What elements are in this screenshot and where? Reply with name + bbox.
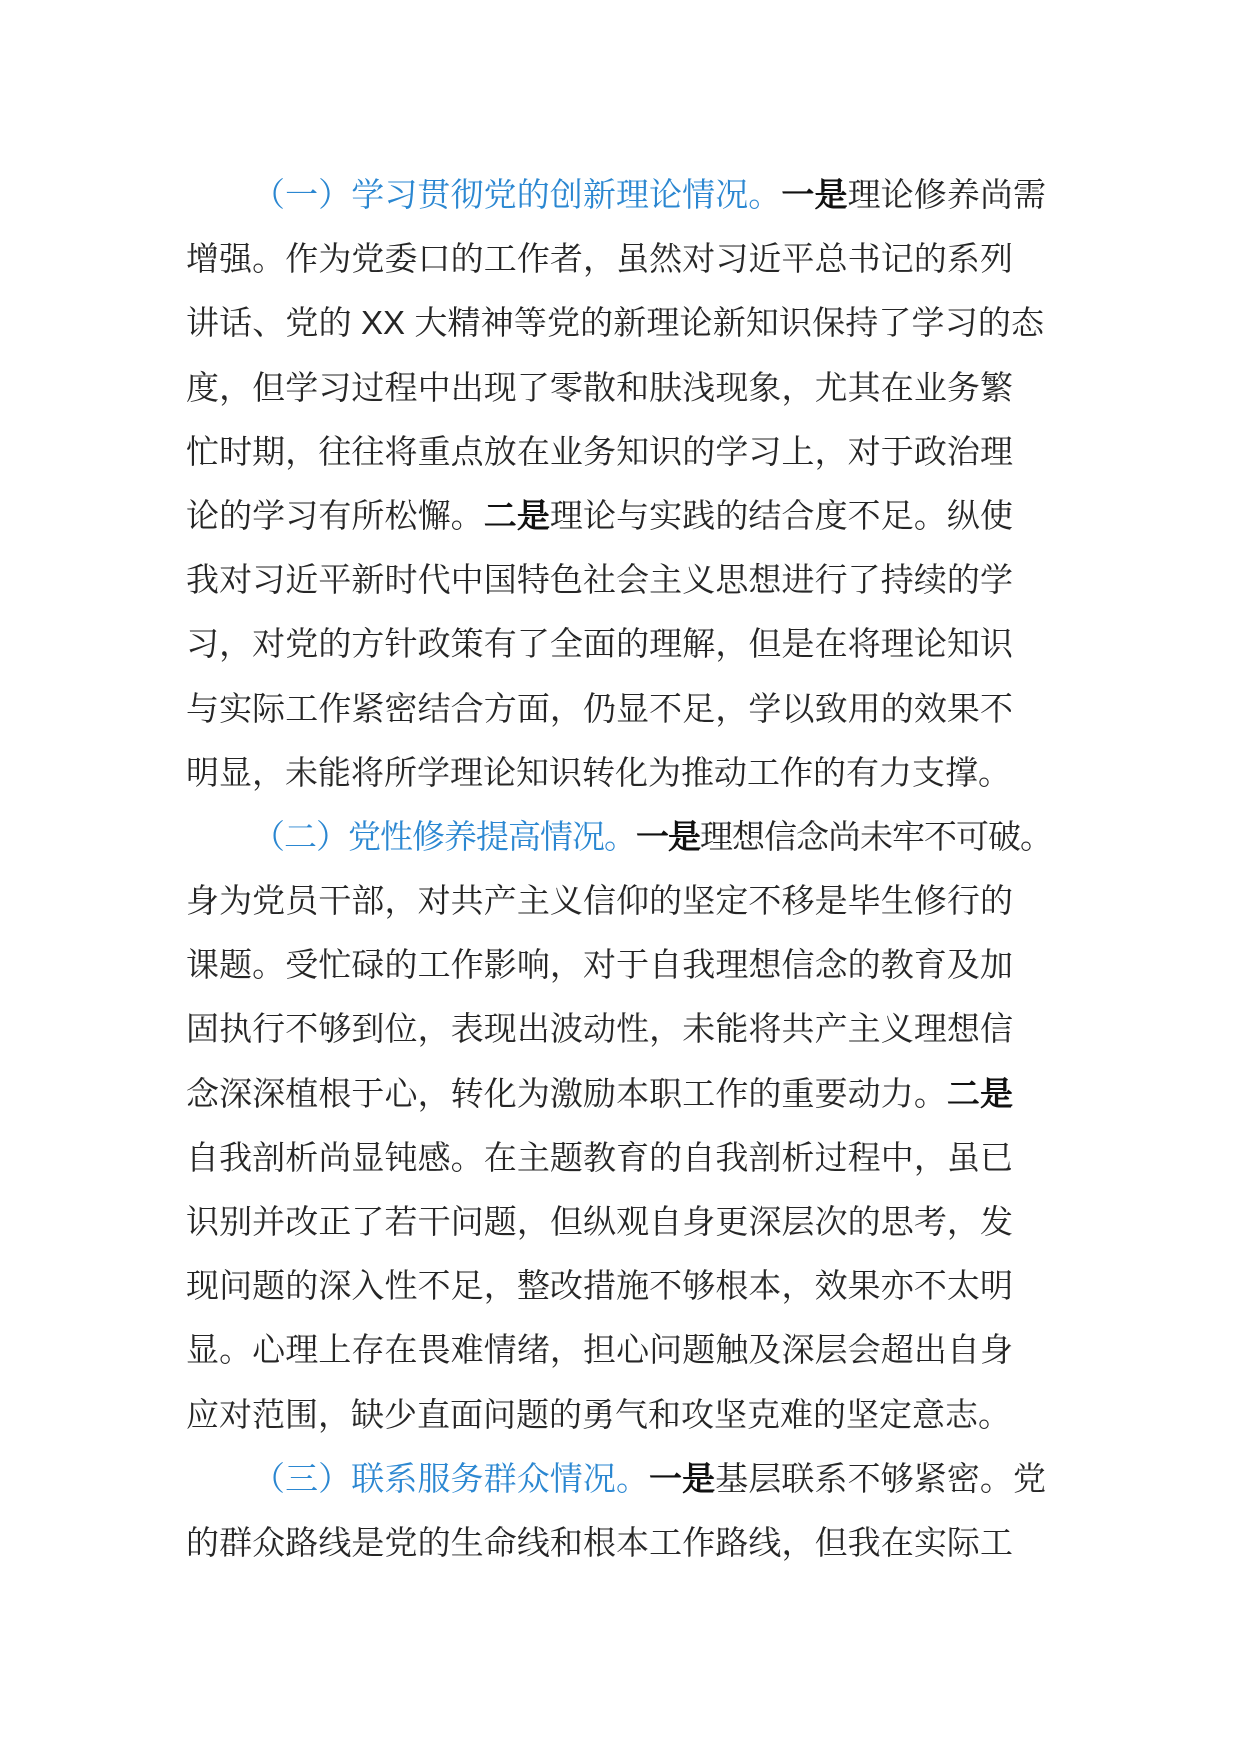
text-line [186, 805, 1052, 869]
text-line [186, 163, 1046, 227]
body-text: 理想信念尚未牢不可破。 [700, 817, 1052, 855]
document-body [186, 163, 1086, 1575]
point-marker: 一是 [781, 176, 848, 213]
text-line [186, 420, 1013, 484]
body-text: 显。心理上存在畏难情绪，担心问题触及深层会超出自身 [186, 1331, 1013, 1369]
body-text: 明显，未能将所学理论知识转化为推动工作的有力支撑。 [186, 753, 1011, 791]
body-text: 习，对党的方针政策有了全面的理解，但是在将理论知识 [186, 625, 1013, 663]
text-line [186, 291, 1044, 355]
point-marker: 二是 [483, 496, 550, 534]
body-text: 念深深植根于心，转化为激励本职工作的重要动力。 [186, 1074, 947, 1112]
text-line [186, 227, 1013, 291]
body-text: 身为党员干部，对共产主义信仰的坚定不移是毕生修行的 [186, 882, 1013, 920]
point-marker: 一是 [649, 1459, 716, 1497]
body-text: 增强。作为党委口的工作者，虽然对习近平总书记的系列 [186, 240, 1013, 278]
text-line [186, 612, 1013, 676]
text-line [186, 1126, 1013, 1190]
body-text: 讲话、党的 XX 大精神等党的新理论新知识保持了学习的态 [186, 304, 1044, 342]
body-text: 自我剖析尚显钝感。在主题教育的自我剖析过程中，虽已 [186, 1138, 1013, 1176]
section-3 [186, 1447, 1086, 1575]
body-text: 度，但学习过程中出现了零散和肤浅现象，尤其在业务繁 [186, 368, 1013, 406]
text-line [186, 997, 1013, 1061]
text-line [186, 869, 1013, 933]
body-text: 理论修养尚需 [847, 176, 1047, 213]
text-line [186, 741, 1013, 805]
section-heading: （三）联系服务群众情况。 [252, 1459, 650, 1497]
body-text: 论的学习有所松懈。 [186, 496, 484, 534]
text-line [186, 356, 1013, 420]
body-text: 基层联系不够紧密。党 [715, 1459, 1047, 1497]
text-line [186, 677, 1013, 741]
body-text: 与实际工作紧密结合方面，仍显不足，学以致用的效果不 [186, 689, 1013, 727]
text-line [186, 1318, 1013, 1382]
section-heading: （二）党性修养提高情况。 [252, 817, 636, 855]
text-line [186, 1190, 1013, 1254]
text-line [186, 548, 1013, 612]
section-2 [186, 805, 1086, 1447]
body-text: 识别并改正了若干问题，但纵观自身更深层次的思考，发 [186, 1203, 1013, 1240]
body-text: 忙时期，往往将重点放在业务知识的学习上，对于政治理 [186, 432, 1013, 470]
section-heading: （一）学习贯彻党的创新理论情况。 [252, 176, 782, 213]
body-text: 理论与实践的结合度不足。纵使 [549, 496, 1014, 534]
point-marker: 一是 [636, 817, 700, 855]
text-line [186, 1254, 1013, 1318]
section-1 [186, 163, 1086, 805]
text-line [186, 1383, 1013, 1447]
text-line [186, 484, 1013, 548]
body-text: 现问题的深入性不足，整改措施不够根本，效果亦不太明 [186, 1267, 1013, 1305]
body-text: 应对范围，缺少直面问题的勇气和攻坚克难的坚定意志。 [186, 1395, 1011, 1433]
body-text: 固执行不够到位，表现出波动性，未能将共产主义理想信 [186, 1010, 1013, 1048]
body-text: 我对习近平新时代中国特色社会主义思想进行了持续的学 [186, 561, 1013, 599]
point-marker: 二是 [946, 1074, 1014, 1112]
text-line [186, 1062, 1013, 1126]
body-text: 课题。受忙碌的工作影响，对于自我理想信念的教育及加 [186, 946, 1013, 984]
text-line [186, 1511, 1013, 1575]
text-line [186, 1447, 1046, 1511]
text-line [186, 933, 1013, 997]
body-text: 的群众路线是党的生命线和根本工作路线，但我在实际工 [186, 1523, 1013, 1561]
